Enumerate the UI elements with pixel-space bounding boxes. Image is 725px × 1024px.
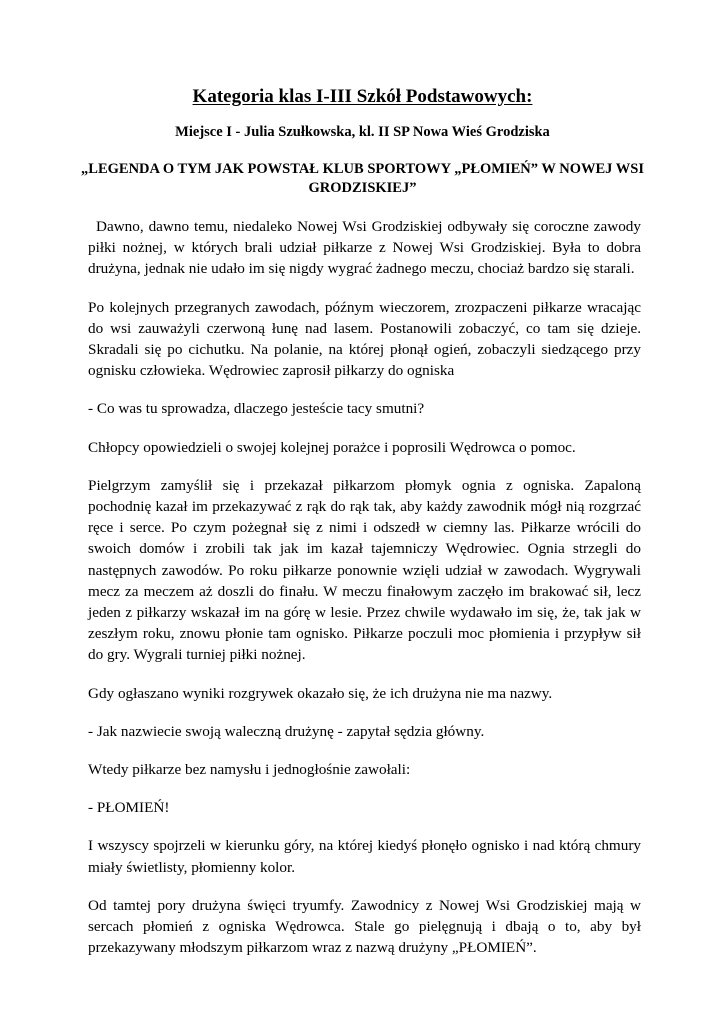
paragraph: Od tamtej pory drużyna święci tryumfy. Zawodnicy z Nowej Wsi Grodziskiej mają w sercach płomień z ogniska Wędrowca. Stale go pielęgnują i dbają o to, aby był przekazywany młodszym piłkarzom wraz z nazwą drużyny „PŁOMIEŃ”. xyxy=(88,896,641,957)
paragraph: Dawno, dawno temu, niedaleko Nowej Wsi Grodziskiej odbywały się coroczne zawody piłki nożnej, w których brali udział piłkarze z Nowej Wsi Grodziskiej. Była to dobra drużyna, jednak nie udało im się nigdy wygrać żadnego meczu, chociaż bardzo się starali. xyxy=(88,218,641,278)
paragraph: - Co was tu sprowadza, dlaczego jesteście tacy smutni? xyxy=(88,400,425,418)
paragraph: Gdy ogłaszano wyniki rozgrywek okazało się, że ich drużyna nie ma nazwy. xyxy=(88,684,553,702)
paragraph: - Jak nazwiecie swoją waleczną drużynę - zapytał sędzia główny. xyxy=(88,722,485,740)
paragraph: - PŁOMIEŃ! xyxy=(88,799,170,817)
category-heading: Kategoria klas I-III Szkół Podstawowych: xyxy=(192,86,533,107)
place-line: Miejsce I - Julia Szułkowska, kl. II SP Nowa Wieś Grodziska xyxy=(175,124,550,140)
paragraph: I wszyscy spojrzeli w kierunku góry, na której kiedyś płonęło ognisko i nad którą chmury miały świetlisty, płomienny kolor. xyxy=(88,837,641,876)
paragraph: Chłopcy opowiedzieli o swojej kolejnej porażce i poprosili Wędrowca o pomoc. xyxy=(88,438,576,456)
story-title: „LEGENDA O TYM JAK POWSTAŁ KLUB SPORTOWY „PŁOMIEŃ” W NOWEJ WSI GRODZISKIEJ” xyxy=(81,161,644,196)
story-body xyxy=(88,216,641,975)
paragraph: Pielgrzym zamyślił się i przekazał piłkarzom płomyk ognia z ogniska. Zapaloną pochodnię kazał im przekazywać z rąk do rąk tak, aby każdy zawodnik mógł nią rozgrzać ręce i serce. Po czym pożegnał się z nimi i odszedł w ciemny las. Piłkarze wrócili do swoich domów i zrobili tak jak im kazał tajemniczy Wędrowiec. Ognia strzegli do następnych zawodów. Po roku piłkarze ponownie wzięli udział w zawodach. Wygrywali mecz za meczem aż doszli do finału. W meczu finałowym zaczęło im brakować sił, lecz jeden z piłkarzy wskazał im na górę w lesie. Przez chwile wydawało im się, że, tak jak w zeszłym roku, znowu płonie tam ognisko. Piłkarze poczuli moc płomienia i przypływ sił do gry. Wygrali turniej piłki nożnej. xyxy=(88,476,641,664)
paragraph: Wtedy piłkarze bez namysłu i jednogłośnie zawołali: xyxy=(88,761,411,779)
paragraph: Po kolejnych przegranych zawodach, późnym wieczorem, zrozpaczeni piłkarze wracając do wsi zauważyli czerwoną łunę nad lasem. Postanowili zobaczyć, co tam się dzieje. Skradali się po cichutku. Na polanie, na której płonął ogień, zobaczyli siedzącego przy ognisku człowieka. Wędrowiec zaprosił piłkarzy do ogniska xyxy=(88,298,641,380)
